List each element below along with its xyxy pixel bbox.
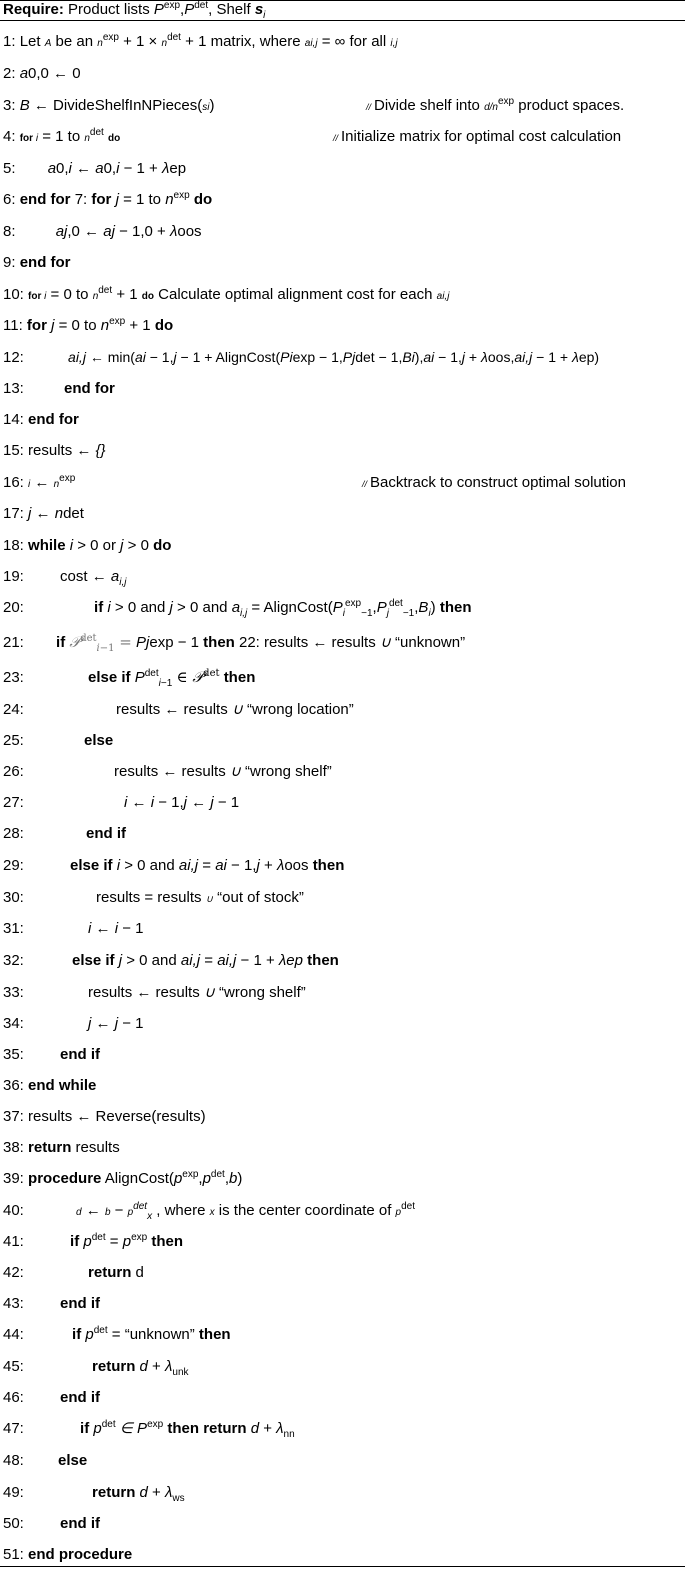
algo-line-45 [3,1357,189,1377]
line-number: 41: [3,1233,24,1250]
line-number: 39: [3,1170,24,1187]
line-code: for i = 1 to $n^{det}$ do [19,127,121,145]
line-number: 49: [3,1484,24,1501]
algo-line-37 [3,1107,206,1127]
line-code: a0,0 ← 0 [19,65,81,82]
line-number: 5: [3,160,16,177]
line-code: if i > 0 and j > 0 and $a_{i,j}$ = $AlignCost(P_i^{exp}_{-1},P_j^{det}_{-1},B_i)$ then [94,598,472,619]
line-code: return $d + \lambda_{ws}$ [92,1484,185,1504]
line-number: 31: [3,920,24,937]
algo-line-31 [3,919,144,939]
line-number: 34: [3,1015,24,1032]
line-number: 40: [3,1202,24,1219]
line-code: for j = 0 to $n^{exp} + 1$ do [26,316,174,334]
line-code: Let A be an $n^{exp} + 1 \times n^{det} + 1$ matrix, where ai,j = ∞ for all i,j [19,32,398,50]
line-number: 47: [3,1420,24,1437]
algo-line-21 [3,632,465,653]
algo-line-42 [3,1263,144,1283]
algo-line-49 [3,1483,185,1503]
algo-line-48 [3,1451,87,1471]
algo-line-23 [3,667,255,688]
line-code: results ← results ∪ “wrong location” [116,701,354,718]
line-number: 38: [3,1139,24,1156]
line-code: cost ← $a_{i,j}$ [60,568,127,588]
algo-line-1 [3,32,398,54]
bottom-rule [0,1566,685,1567]
line-number: 14: [3,411,24,428]
line-comment: // Backtrack to construct optimal solution [362,474,626,491]
line-number: 3: [3,97,16,114]
algo-line-35 [3,1045,100,1065]
line-code: end for 7: for j = 1 to $n^{exp}$ do [19,190,213,208]
line-code: procedure $AlignCost(p^{exp},p^{det},b)$ [28,1169,243,1187]
algo-line-34 [3,1014,144,1034]
line-code: return d [88,1264,144,1281]
algo-line-5 [3,159,186,179]
line-code: end if [86,825,127,842]
algo-line-46 [3,1388,100,1408]
line-code: for i = 0 to $n^{det} + 1$ do Calculate optimal alignment cost for each ai,j [28,285,450,303]
algo-line-39 [3,1169,242,1189]
algo-line-18 [3,536,171,556]
line-comment: // Initialize matrix for optimal cost calculation [333,128,622,145]
line-number: 51: [3,1546,24,1563]
line-number: 30: [3,889,24,906]
algo-line-41 [3,1232,183,1252]
line-number: 42: [3,1264,24,1281]
algo-line-9 [3,253,71,273]
line-code: j ← ndet [28,505,84,522]
line-number: 9: [3,254,16,271]
line-code: if $p^{det}$ ∈ $P^{exp}$ then return $d + \lambda_{nn}$ [80,1419,295,1440]
algo-line-3 [3,96,643,118]
algo-line-43 [3,1294,100,1314]
line-code: else if j > 0 and ai,j = ai,j − 1 + λep then [72,952,339,969]
line-number: 13: [3,380,24,397]
line-code: i ← i − 1,j ← j − 1 [124,794,240,811]
algo-line-40 [3,1201,415,1223]
line-number: 19: [3,568,24,585]
algo-line-30 [3,888,304,910]
algo-line-25 [3,731,113,751]
line-number: 48: [3,1452,24,1469]
algo-line-16 [3,473,648,495]
line-code: results ← results ∪ “wrong shelf” [114,763,332,780]
line-code: aj,0 ← aj − 1,0 + λoos [55,223,202,240]
line-number: 26: [3,763,24,780]
line-number: 6: [3,191,16,208]
line-number: 35: [3,1046,24,1063]
line-code: d ← $b - p^{det}_x$ , where x is the center coordinate of $p^{det}$ [76,1201,416,1222]
algo-line-26 [3,762,332,782]
line-number: 36: [3,1077,24,1094]
line-code: results = results ∪ “out of stock” [96,889,304,906]
line-code: end if [60,1389,101,1406]
line-code: if $p^{det} = p^{exp}$ then [70,1232,184,1250]
line-code: end procedure [28,1546,133,1563]
algo-line-27 [3,793,239,813]
algo-line-38 [3,1138,120,1158]
algo-line-44 [3,1325,231,1345]
algo-line-12 [3,347,599,368]
line-number: 37: [3,1108,24,1125]
line-code: ai,j ← min(ai − 1,j − 1 + AlignCost(Piexp − 1,Pjdet − 1,Bi),ai − 1,j + λoos,ai,j − 1 + λep) [68,349,600,365]
line-code: B ← DivideShelfInNPieces(si) [19,97,215,114]
algo-line-17 [3,504,84,524]
line-code: end for [28,411,79,428]
line-code: else if i > 0 and ai,j = ai − 1,j + λoos then [70,857,345,874]
algo-line-15 [3,441,106,461]
algo-line-14 [3,410,79,430]
algo-line-2 [3,64,81,84]
algo-line-20 [3,598,472,618]
line-code: else if $P^{det}_{i-1}$ ∈ 𝒫$^{det}$ then [88,668,256,689]
algo-line-51 [3,1545,132,1565]
line-number: 23: [3,669,24,686]
line-code: return results [28,1139,120,1156]
line-code: end for [64,380,115,397]
line-code: i ← $n^{exp}$ [28,473,76,491]
line-code: if $p^{det}$ = “unknown” then [72,1325,231,1343]
line-code: while i > 0 or j > 0 do [28,537,172,554]
line-code: else [84,732,114,749]
line-number: 12: [3,349,24,366]
line-number: 20: [3,599,24,616]
algo-line-13 [3,379,115,399]
algo-line-4 [3,127,643,149]
line-number: 44: [3,1326,24,1343]
line-code: end if [60,1295,101,1312]
line-number: 32: [3,952,24,969]
line-number: 24: [3,701,24,718]
line-number: 21: [3,634,24,651]
algo-line-8 [3,222,202,242]
line-code: end if [60,1046,101,1063]
line-number: 11: [3,317,23,334]
line-number: 46: [3,1389,24,1406]
algo-line-6 [3,190,212,210]
line-number: 43: [3,1295,24,1312]
algo-line-11 [3,316,173,336]
line-number: 33: [3,984,24,1001]
line-number: 25: [3,732,24,749]
line-code: end if [60,1515,101,1532]
line-code: else [58,1452,88,1469]
require-text: Product lists $P^{exp},P^{det}$, Shelf $s_i$ [68,0,266,21]
header-rule [0,20,685,21]
line-code: j ← j − 1 [88,1015,144,1032]
algo-line-28 [3,824,126,844]
line-code: end while [28,1077,97,1094]
line-number: 27: [3,794,24,811]
line-code: return $d + \lambda_{unk}$ [92,1358,189,1378]
line-code: if 𝒫$^{det}_{i-1}$ = Pjexp − 1 then 22: results ← results ∪ “unknown” [56,633,466,654]
algo-line-50 [3,1514,100,1534]
line-code: i ← i − 1 [88,920,144,937]
require-line [3,0,265,20]
algo-line-47 [3,1419,295,1439]
line-number: 2: [3,65,16,82]
line-number: 17: [3,505,24,522]
algo-line-32 [3,951,339,971]
line-number: 16: [3,474,24,491]
line-number: 8: [3,223,16,240]
line-number: 45: [3,1358,24,1375]
line-number: 4: [3,128,16,145]
line-number: 29: [3,857,24,874]
algo-line-10 [3,285,449,307]
algo-line-29 [3,856,344,876]
line-code: a0,i ← a0,i − 1 + λep [47,160,187,177]
line-number: 1: [3,33,16,50]
line-code: results ← results ∪ “wrong shelf” [88,984,306,1001]
algo-line-36 [3,1076,96,1096]
line-code: results ← Reverse(results) [28,1108,206,1125]
algo-line-33 [3,983,306,1003]
line-number: 50: [3,1515,24,1532]
require-keyword: Require: [3,1,64,18]
line-number: 18: [3,537,24,554]
line-number: 15: [3,442,24,459]
line-number: 10: [3,286,24,303]
line-number: 28: [3,825,24,842]
algo-line-19 [3,567,126,587]
line-code: end for [19,254,71,271]
line-code: results ← {} [28,442,106,459]
algo-line-24 [3,700,354,720]
line-comment: // Divide shelf into $d/n^{exp}$ product spaces. [366,96,625,114]
